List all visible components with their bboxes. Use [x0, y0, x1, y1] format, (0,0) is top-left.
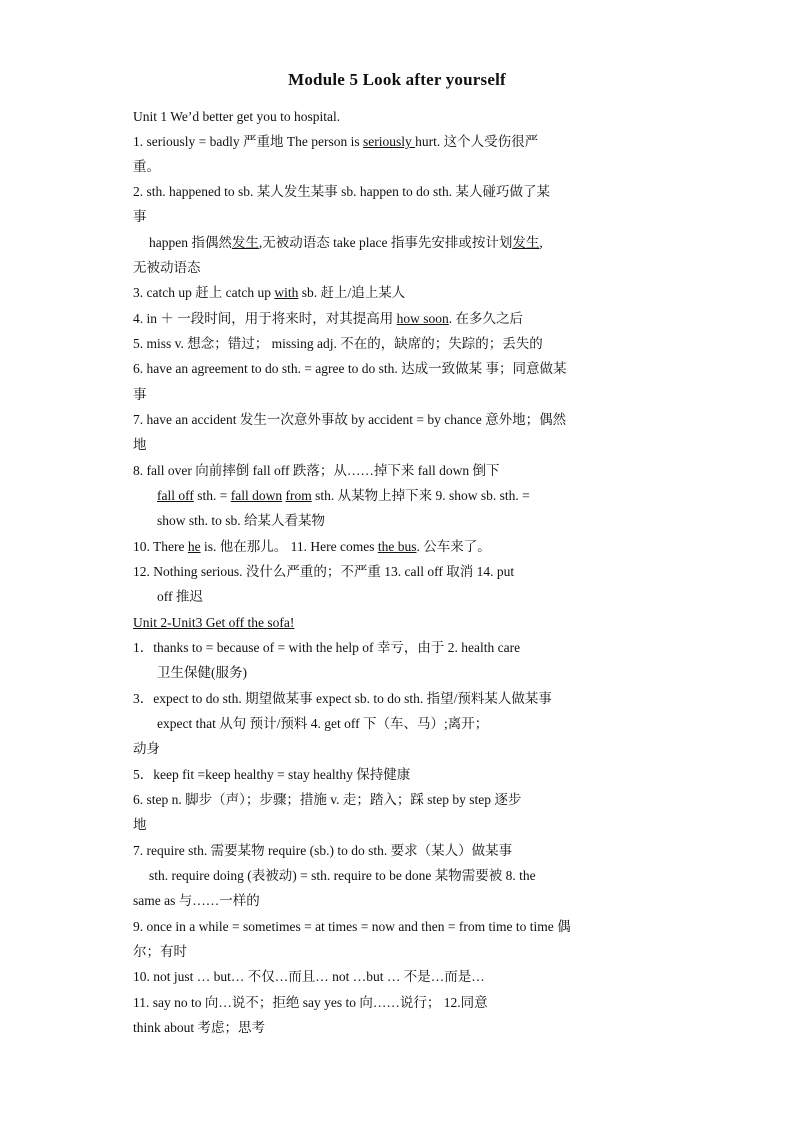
u2-item-9-cont: 尔；有时	[133, 944, 187, 959]
u2-item-9-line: 9. once in a while = sometimes = at times = now and then = from time to time 偶	[133, 919, 571, 934]
item-1-line: 1. seriously = badly 严重地 The person is seriously hurt. 这个人受伤很严	[133, 134, 539, 149]
u2-item-6-line: 6. step n. 脚步（声）；步骤；措施 v. 走；踏入；踩 step by step 逐步	[133, 792, 522, 807]
item-6-line: 6. have an agreement to do sth. = agree to do sth. 达成一致做某 事；同意做某	[133, 361, 567, 376]
item-2-note: happen 指偶然发生,无被动语态 take place 指事先安排或按计划发生,	[149, 235, 543, 250]
unit-2-3-heading: Unit 2-Unit3 Get off the sofa!	[133, 615, 295, 630]
item-5-line: 5. miss v. 想念；错过； missing adj. 不在的，缺席的；失踪的；丢失的	[133, 336, 543, 351]
item-3-line: 3. catch up 赶上 catch up with sb. 赶上/追上某人	[133, 285, 406, 300]
item-14-cont: off 推迟	[157, 589, 203, 604]
item-12-14-line: 12. Nothing serious. 没什么严重的；不严重 13. call off 取消 14. put	[133, 564, 515, 579]
page-title: Module 5 Look after yourself	[288, 70, 506, 89]
u2-item-8-cont: same as 与……一样的	[133, 893, 260, 908]
item-6-cont: 事	[133, 387, 147, 402]
item-10-11-line: 10. There he is. 他在那儿。 11. Here comes the bus. 公车来了。	[133, 539, 491, 554]
u2-item-6-cont: 地	[133, 817, 147, 832]
item-9-cont: show sth. to sb. 给某人看某物	[157, 513, 326, 528]
u2-item-11-line: 11. say no to 向…说不；拒绝 say yes to 向……说行； 12.同意	[133, 995, 488, 1010]
item-2-note-cont: 无被动语态	[133, 260, 201, 275]
u2-item-1-line: 1．thanks to = because of = with the help of 幸亏，由于 2. health care	[133, 640, 521, 655]
item-7-line: 7. have an accident 发生一次意外事故 by accident = by chance 意外地；偶然	[133, 412, 567, 427]
u2-item-5-line: 5．keep fit =keep healthy = stay healthy 保持健康	[133, 767, 411, 782]
item-2-cont: 事	[133, 209, 147, 224]
u2-item-12-cont: think about 考虑；思考	[133, 1020, 265, 1035]
item-2-line: 2. sth. happened to sb. 某人发生某事 sb. happen to do sth. 某人碰巧做了某	[133, 184, 550, 199]
u2-item-4-cont: 动身	[133, 741, 160, 756]
u2-item-2-cont: 卫生保健(服务)	[157, 665, 247, 680]
item-8-cont: fall off sth. = fall down from sth. 从某物上掉下来 9. show sb. sth. =	[157, 488, 530, 503]
u2-item-10-line: 10. not just … but… 不仅…而且… not …but … 不是…而是…	[133, 969, 485, 984]
item-8-line: 8. fall over 向前摔倒 fall off 跌落；从……掉下来 fall down 倒下	[133, 463, 500, 478]
u2-item-3-cont: expect that 从句 预计/预料 4. get off 下（车、马）;离开；	[157, 716, 489, 731]
u2-item-3-line: 3．expect to do sth. 期望做某事 expect sb. to do sth. 指望/预料某人做某事	[133, 691, 552, 706]
u2-item-7-cont: sth. require doing (表被动) = sth. require to be done 某物需要被 8. the	[149, 868, 536, 883]
unit-1-heading: Unit 1 We’d better get you to hospital.	[133, 109, 341, 124]
item-7-cont: 地	[133, 437, 147, 452]
item-4-line: 4. in ＋ 一段时间，用于将来时，对其提高用 how soon. 在多久之后	[133, 311, 524, 326]
u2-item-7-line: 7. require sth. 需要某物 require (sb.) to do sth. 要求（某人）做某事	[133, 843, 513, 858]
item-1-cont: 重。	[133, 159, 160, 174]
